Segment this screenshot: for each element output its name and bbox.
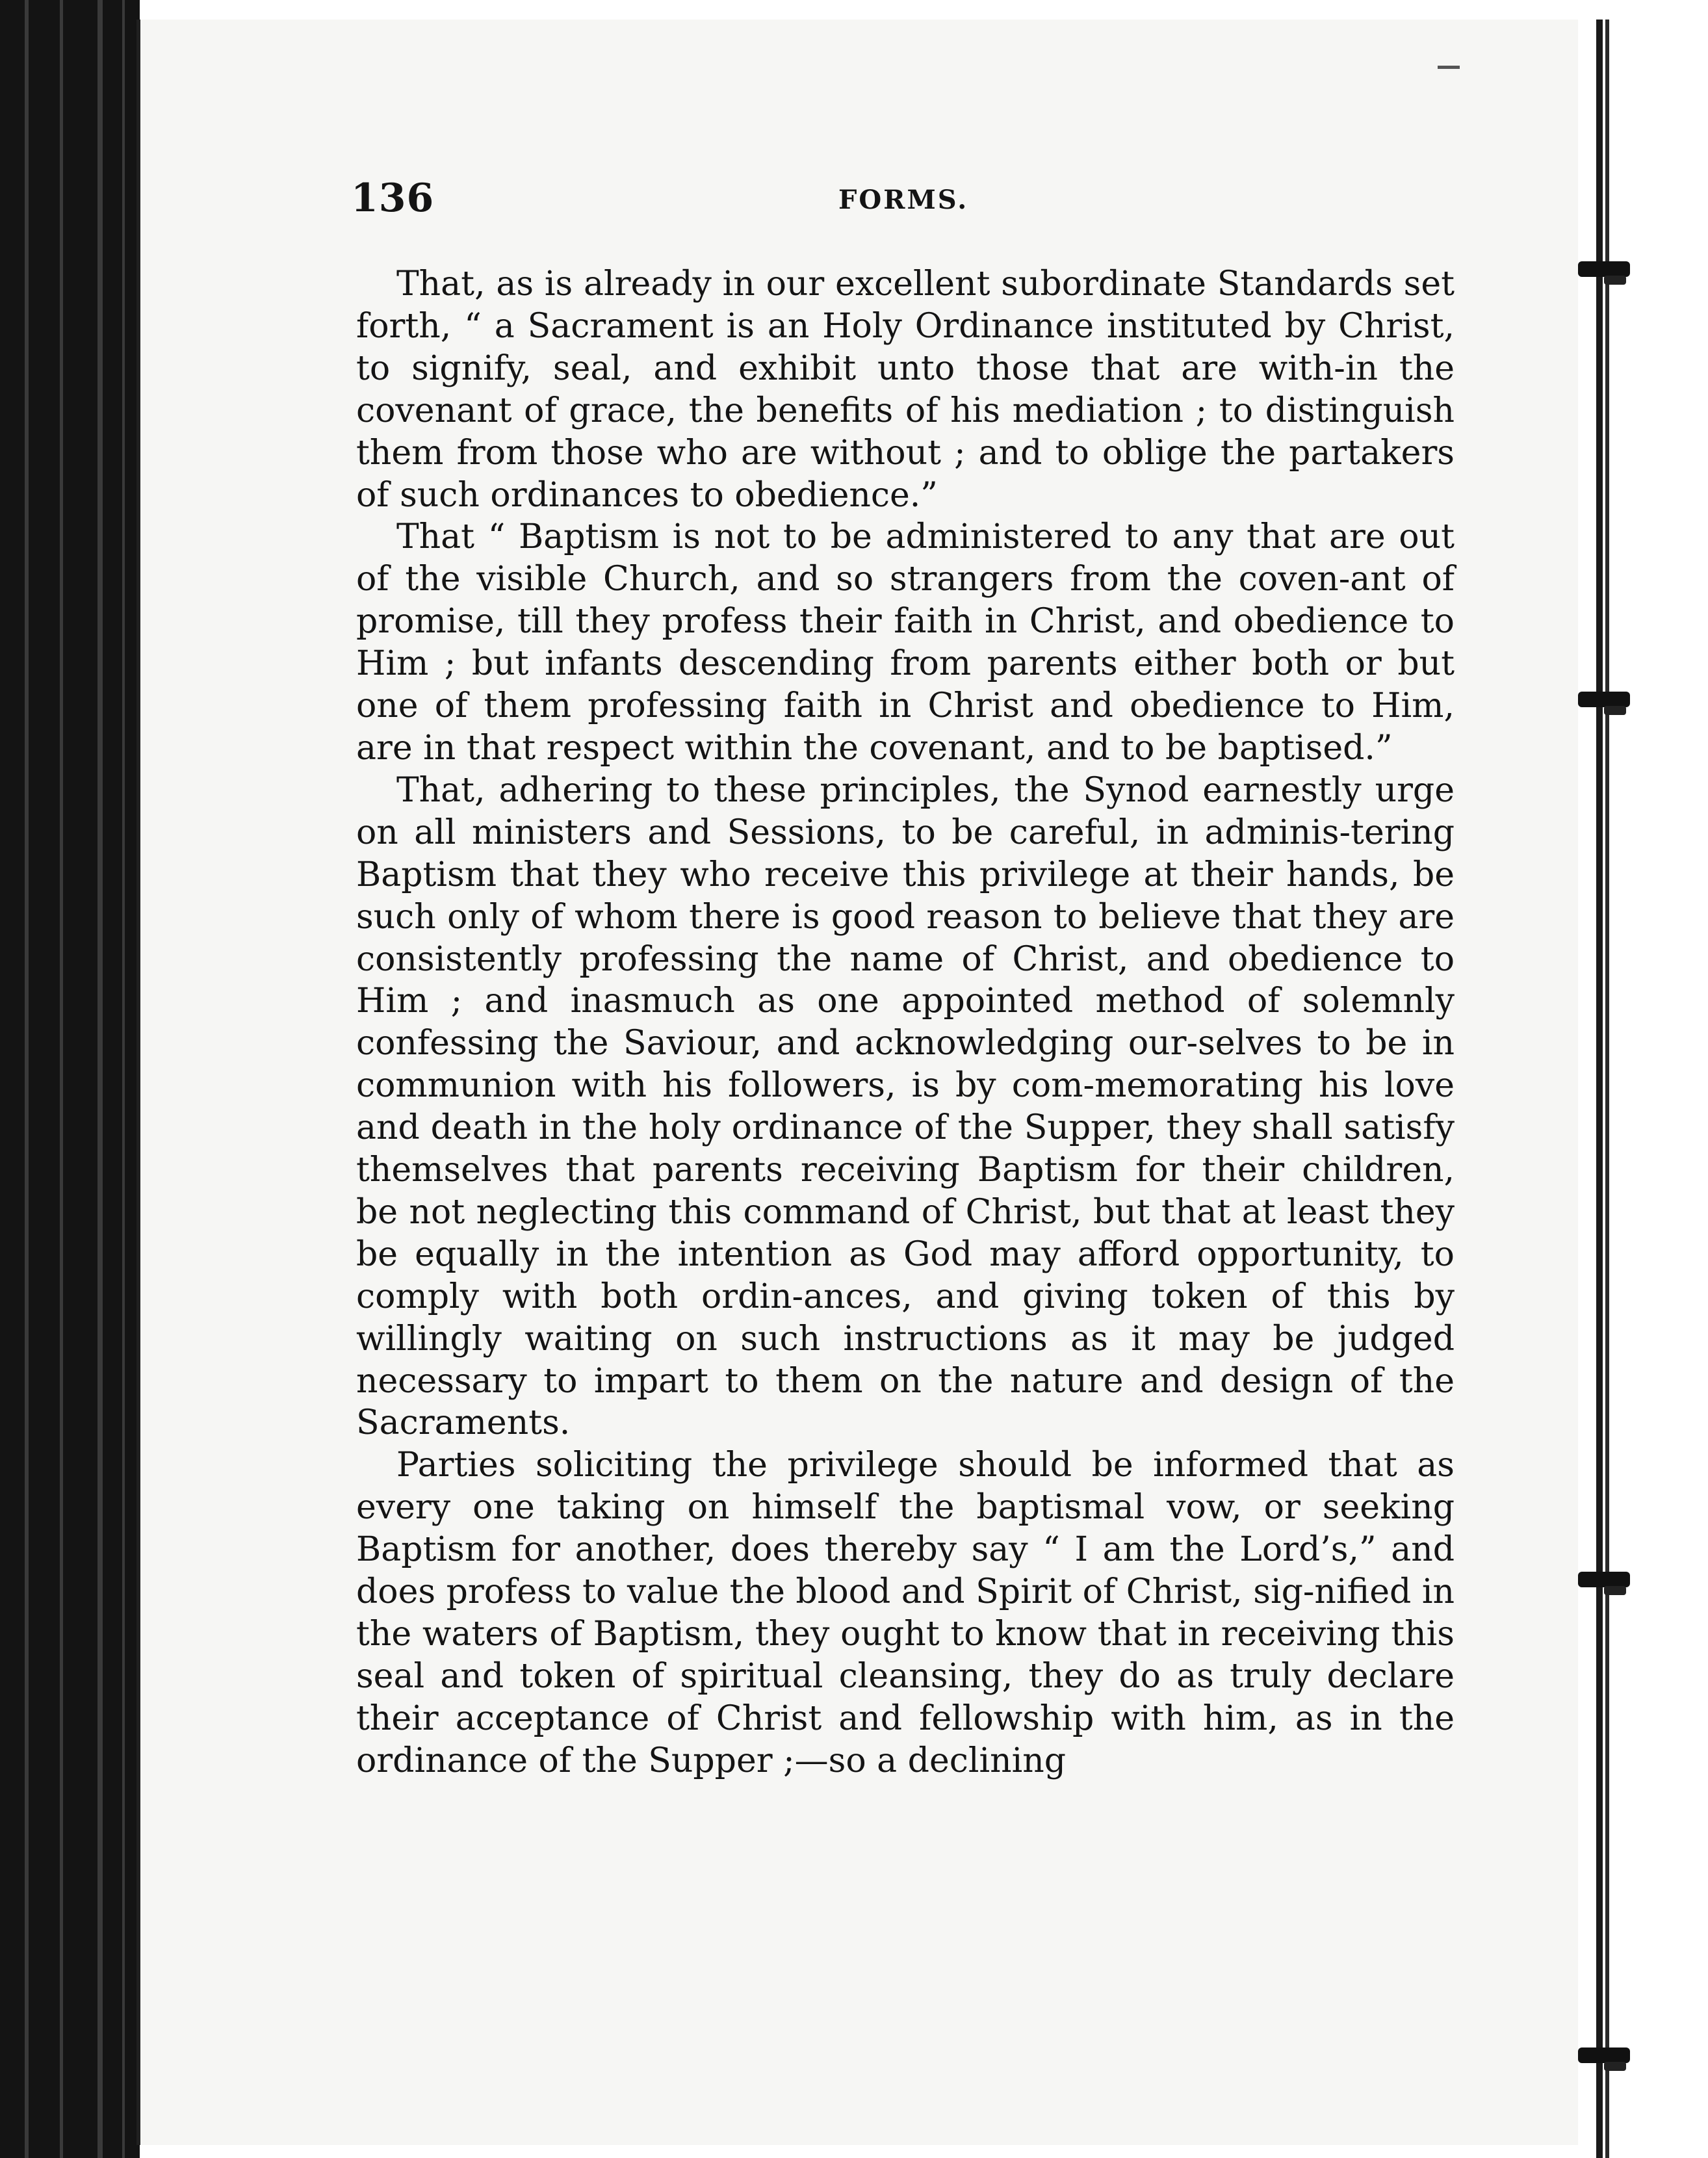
thread-binding xyxy=(1578,0,1708,2158)
page-number: 136 xyxy=(351,176,435,221)
page-header xyxy=(351,176,1456,228)
body-text xyxy=(356,263,1455,1782)
paragraph: Parties soliciting the privilege should be informed that as every one taking on himself the baptismal vow, or seeking Baptism for another, does thereby say “ I am the Lord’s,” and does profess to value the blood and Spirit of Christ, sig-nified in the waters of Baptism, they ought to know that in receiving this seal and token of spiritual cleansing, they do as truly declare their acceptance of Christ and fellowship with him, as in the ordinance of the Supper ;—so a declining xyxy=(356,1446,1455,1780)
paragraph: That, as is already in our excellent subordinate Standards set forth, “ a Sacrament is an Holy Ordinance instituted by Christ, to signify, seal, and exhibit unto those that are with-in the covenant of grace, the benefits of his mediation ; to distinguish them from those who are without ; and to oblige the partakers of such ordinances to obedience.” xyxy=(356,265,1455,515)
paragraph: That “ Baptism is not to be administered to any that are out of the visible Church, and so strangers from the coven-ant of promise, till they profess their faith in Christ, and obedience to Him ; but infants descending from parents either both or but one of them professing faith in Christ and obedience to Him, are in that respect within the covenant, and to be baptised.” xyxy=(356,517,1455,768)
paragraph: That, adhering to these principles, the Synod earnestly urge on all ministers and Sessions, to be careful, in adminis-tering Baptism that they who receive this privilege at their hands, be such only of whom there is good reason to believe that they are consistently professing the name of Christ, and obedience to Him ; and inasmuch as one appointed method of solemnly confessing the Saviour, and acknowledging our-selves to be in communion with his followers, is by com-memorating his love and death in the holy ordinance of the Supper, they shall satisfy themselves that parents receiving Baptism for their children, be not neglecting this command of Christ, but that at least they be equally in the intention as God may afford opportunity, to comply with both ordin-ances, and giving token of this by willingly waiting on such instructions as it may be judged necessary to impart to them on the nature and design of the Sacraments. xyxy=(356,770,1455,1443)
book-binding-edge xyxy=(0,0,140,2158)
running-head: FORMS. xyxy=(838,185,969,215)
margin-mark xyxy=(1438,66,1460,69)
